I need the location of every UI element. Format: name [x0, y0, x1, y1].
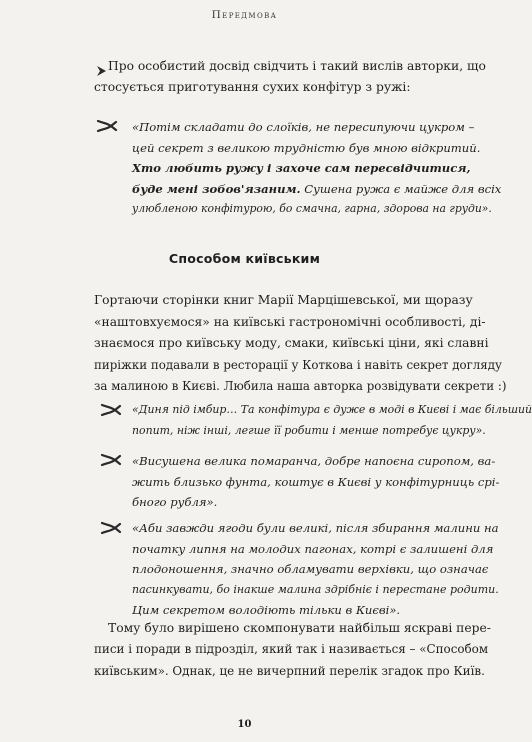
quote-line: цей секрет з великою трудністю був мною відкритий.	[132, 140, 481, 155]
quote-line: улюбленою конфітурою, бо смачна, гарна, здорова на груди».	[132, 202, 492, 215]
quote-line: попит, ніж інші, легше її робити і менше потребує цукру».	[132, 423, 486, 437]
quote-line: «Потім складати до слоїків, не пересипуючи цукром –	[132, 120, 475, 134]
quote-line: початку липня на молодих пагонах, котрі є залишені для	[132, 541, 494, 556]
quote-line: «Диня під імбир… Та конфітура є дуже в моді в Києві і має більший	[132, 403, 532, 416]
fish-quote-icon	[100, 403, 122, 417]
running-header: Передмова	[211, 9, 278, 21]
quote-line: жить близько фунта, коштує в Києві у конфітурниць срі-	[132, 474, 500, 489]
intro-line: Про особистий досвід свідчить і такий вислів авторки, що	[108, 59, 486, 73]
quote-line-bold: Хто любить ружу і захоче сам пересвідчитися,	[132, 161, 471, 175]
quote-line: плодоношення, значно обламувати верхівки, що означає	[132, 562, 489, 576]
quote-block-2	[132, 400, 532, 441]
body-paragraph-1	[94, 290, 507, 398]
quote-line: Цим секретом володіють тільки в Києві».	[132, 603, 401, 617]
body-line: за малиною в Києві. Любила наша авторка розвідувати секрети :)	[94, 379, 507, 393]
body-line: Гортаючи сторінки книг Марії Марцішевської, ми щоразу	[94, 293, 473, 307]
intro-paragraph-cont	[94, 77, 454, 99]
intro-line: стосується приготування сухих конфітур з ружі:	[94, 80, 411, 94]
fish-quote-icon	[100, 521, 122, 535]
body-paragraph-2	[108, 618, 491, 640]
quote-line: пасинкувати, бо інакше малина здрібніє і перестане родити.	[132, 582, 499, 596]
quote-line: бного рубля».	[132, 495, 218, 509]
fish-quote-icon	[96, 119, 118, 133]
fish-quote-icon	[100, 453, 122, 467]
page-number: 10	[237, 719, 252, 730]
section-heading: Способом київським	[168, 251, 321, 266]
body-line: писи і поради в підрозділ, який так і називається – «Способом	[94, 642, 489, 656]
quote-fragment: Сушена ружа є майже для всіх	[300, 181, 502, 196]
body-line: знаємося про київську моду, смаки, київські ціни, які славні	[94, 336, 489, 350]
intro-paragraph	[108, 56, 486, 78]
body-paragraph-2-cont	[94, 639, 489, 682]
quote-block-3	[132, 451, 500, 513]
body-line: Тому було вирішено скомпонувати найбільш яскраві пере-	[108, 621, 491, 635]
quote-bold-fragment: буде мені зобов'язаним.	[132, 181, 301, 196]
body-line: пиріжки подавали в ресторації у Коткова і навіть секрет догляду	[94, 357, 502, 372]
arrow-marker-icon	[96, 65, 107, 77]
body-line: київським». Однак, це не вичерпний перелік згадок про Київ.	[94, 663, 485, 678]
quote-block-4	[132, 518, 499, 621]
quote-block-1	[132, 117, 502, 220]
quote-line: «Висушена велика помаранча, добре напоєна сиропом, ва-	[132, 454, 496, 468]
quote-line: «Аби завжди ягоди були великі, після збирання малини на	[132, 521, 499, 535]
body-line: «наштовхуємося» на київські гастрономічні особливості, ді-	[94, 314, 486, 329]
